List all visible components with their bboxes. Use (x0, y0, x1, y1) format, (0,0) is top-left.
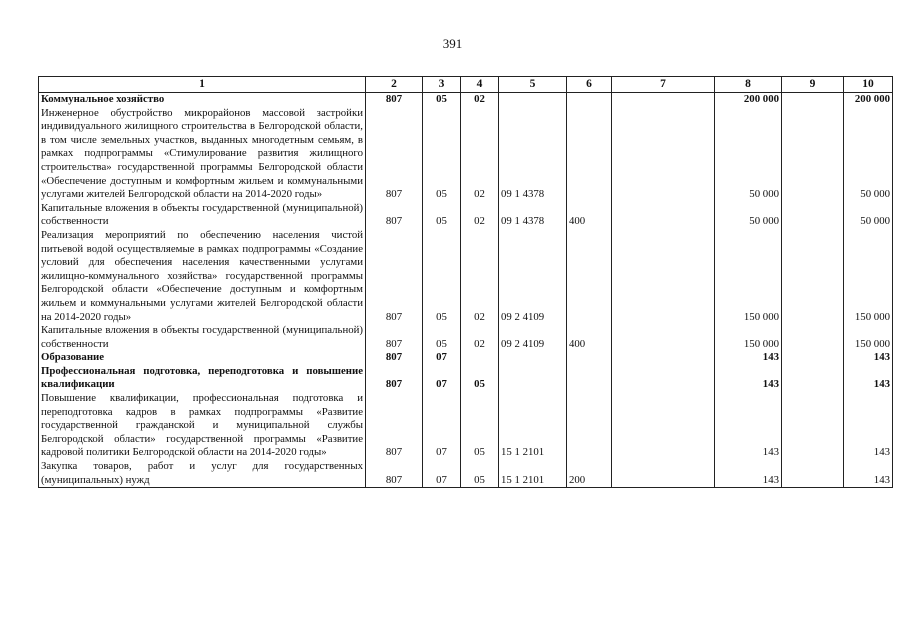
cell-ministry: 807 (366, 460, 423, 488)
cell-target-article: 15 1 2101 (499, 460, 567, 488)
table-row (39, 460, 893, 488)
cell-col9 (782, 460, 844, 488)
cell-ministry: 807 (366, 351, 423, 365)
budget-table (38, 76, 893, 488)
cell-subsection: 02 (461, 202, 499, 229)
cell-expense-type: 400 (567, 202, 612, 229)
cell-col7 (612, 229, 715, 324)
cell-section: 05 (423, 107, 461, 202)
cell-subsection: 02 (461, 324, 499, 351)
cell-subsection: 05 (461, 392, 499, 460)
cell-ministry: 807 (366, 365, 423, 392)
table-row (39, 229, 893, 324)
cell-expense-type (567, 365, 612, 392)
cell-expense-type (567, 229, 612, 324)
cell-total: 150 000 (844, 229, 893, 324)
cell-target-article: 09 1 4378 (499, 202, 567, 229)
cell-target-article (499, 365, 567, 392)
cell-col9 (782, 107, 844, 202)
cell-col9 (782, 93, 844, 107)
cell-subsection: 05 (461, 460, 499, 488)
cell-col7 (612, 460, 715, 488)
cell-subsection: 02 (461, 229, 499, 324)
table-row (39, 202, 893, 229)
cell-total: 150 000 (844, 324, 893, 351)
col-header-7: 7 (612, 77, 715, 93)
col-header-4: 4 (461, 77, 499, 93)
col-header-1: 1 (39, 77, 366, 93)
cell-total: 143 (844, 365, 893, 392)
cell-section: 07 (423, 351, 461, 365)
cell-ministry: 807 (366, 202, 423, 229)
cell-expense-type: 200 (567, 460, 612, 488)
cell-col7 (612, 93, 715, 107)
cell-amount: 50 000 (715, 202, 782, 229)
cell-target-article: 09 2 4109 (499, 229, 567, 324)
cell-amount: 200 000 (715, 93, 782, 107)
cell-col9 (782, 229, 844, 324)
cell-section: 05 (423, 93, 461, 107)
row-description: Повышение квалификации, профессиональная подготовка и переподготовка кадров в рамках подпрограммы «Развитие государственной гражданской и муниципальной службы Белгородской области» государственной программы «Развитие кадровой политики Белгородской области на 2014-2020 годы» (39, 392, 366, 460)
cell-section: 05 (423, 202, 461, 229)
cell-total: 50 000 (844, 107, 893, 202)
cell-amount: 143 (715, 392, 782, 460)
col-header-3: 3 (423, 77, 461, 93)
cell-total: 50 000 (844, 202, 893, 229)
cell-expense-type (567, 107, 612, 202)
page-number: 391 (442, 36, 463, 51)
row-description: Образование (39, 351, 366, 365)
row-description: Реализация мероприятий по обеспечению населения чистой питьевой водой осуществляемые в рамках подпрограммы «Создание условий для обеспечения населения качественными услугами жилищно-коммунального хозяйства» государственной программы Белгородской области «Обеспечение доступным и комфортным жильем и коммунальными услугами жителей Белгородской области на 2014-2020 годы» (39, 229, 366, 324)
cell-section: 05 (423, 229, 461, 324)
cell-col7 (612, 202, 715, 229)
cell-ministry: 807 (366, 93, 423, 107)
cell-expense-type (567, 351, 612, 365)
row-description: Капитальные вложения в объекты государственной (муниципальной) собственности (39, 202, 366, 229)
cell-amount: 50 000 (715, 107, 782, 202)
table-row (39, 365, 893, 392)
table-row (39, 324, 893, 351)
cell-total: 143 (844, 460, 893, 488)
cell-target-article (499, 351, 567, 365)
cell-col7 (612, 107, 715, 202)
cell-col9 (782, 202, 844, 229)
cell-amount: 150 000 (715, 324, 782, 351)
col-header-8: 8 (715, 77, 782, 93)
cell-section: 07 (423, 365, 461, 392)
cell-col7 (612, 392, 715, 460)
table-row (39, 392, 893, 460)
cell-amount: 150 000 (715, 229, 782, 324)
row-description: Закупка товаров, работ и услуг для государственных (муниципальных) нужд (39, 460, 366, 488)
cell-col7 (612, 351, 715, 365)
cell-col7 (612, 365, 715, 392)
cell-total: 200 000 (844, 93, 893, 107)
row-description: Капитальные вложения в объекты государственной (муниципальной) собственности (39, 324, 366, 351)
cell-subsection: 02 (461, 107, 499, 202)
col-header-6: 6 (567, 77, 612, 93)
cell-col9 (782, 324, 844, 351)
table-row (39, 107, 893, 202)
cell-col9 (782, 365, 844, 392)
cell-amount: 143 (715, 351, 782, 365)
cell-target-article: 15 1 2101 (499, 392, 567, 460)
cell-col9 (782, 351, 844, 365)
row-description: Коммунальное хозяйство (39, 93, 366, 107)
cell-target-article: 09 1 4378 (499, 107, 567, 202)
cell-col7 (612, 324, 715, 351)
cell-col9 (782, 392, 844, 460)
col-header-9: 9 (782, 77, 844, 93)
cell-section: 05 (423, 324, 461, 351)
col-header-5: 5 (499, 77, 567, 93)
table-row (39, 351, 893, 365)
cell-target-article (499, 93, 567, 107)
col-header-10: 10 (844, 77, 893, 93)
cell-section: 07 (423, 460, 461, 488)
cell-subsection: 02 (461, 93, 499, 107)
cell-expense-type (567, 93, 612, 107)
col-header-2: 2 (366, 77, 423, 93)
cell-ministry: 807 (366, 229, 423, 324)
cell-subsection (461, 351, 499, 365)
cell-subsection: 05 (461, 365, 499, 392)
row-description: Инженерное обустройство микрорайонов массовой застройки индивидуального жилищного строительства в Белгородской области, в том числе земельных участков, выданных многодетным семьям, в рамках подпрограммы «Стимулирование развития жилищного строительства» государственной программы Белгородской области «Обеспечение доступным и комфортным жильем и коммунальными услугами жителей Белгородской области на 2014-2020 годы» (39, 107, 366, 202)
cell-amount: 143 (715, 460, 782, 488)
cell-expense-type (567, 392, 612, 460)
cell-expense-type: 400 (567, 324, 612, 351)
cell-ministry: 807 (366, 392, 423, 460)
table-row (39, 93, 893, 107)
cell-ministry: 807 (366, 324, 423, 351)
cell-target-article: 09 2 4109 (499, 324, 567, 351)
cell-total: 143 (844, 351, 893, 365)
cell-section: 07 (423, 392, 461, 460)
cell-ministry: 807 (366, 107, 423, 202)
cell-total: 143 (844, 392, 893, 460)
row-description: Профессиональная подготовка, переподготовка и повышение квалификации (39, 365, 366, 392)
header-row (39, 77, 893, 93)
cell-amount: 143 (715, 365, 782, 392)
